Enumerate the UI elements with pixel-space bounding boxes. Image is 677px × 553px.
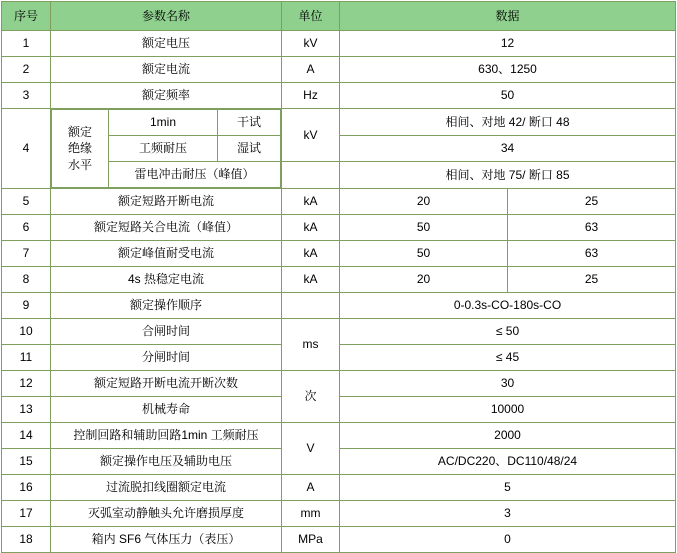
cell-data: 30 (340, 371, 676, 397)
cell-no: 11 (2, 345, 51, 371)
cell-name: 额定短路开断电流 (51, 189, 282, 215)
cell-no: 1 (2, 31, 51, 57)
insulation-level-label (52, 110, 109, 188)
cell-no: 3 (2, 83, 51, 109)
cell-no: 12 (2, 371, 51, 397)
cell-name: 额定电压 (51, 31, 282, 57)
cell-no: 16 (2, 475, 51, 501)
header-cell-no: 序号 (2, 2, 51, 31)
header-cell-name: 参数名称 (51, 2, 282, 31)
header-cell-unit: 单位 (282, 2, 340, 31)
cell-unit-insulation: kV (282, 109, 340, 162)
cell-data-split (340, 189, 676, 215)
cell-data-split (340, 267, 676, 293)
cell-no: 6 (2, 215, 51, 241)
cell-data-right: 63 (584, 246, 599, 261)
cell-data: 50 (340, 83, 676, 109)
cell-name: 额定操作顺序 (51, 293, 282, 319)
cell-data: ≤ 50 (340, 319, 676, 345)
cell-data-right: 25 (584, 272, 599, 287)
cell-data: AC/DC220、DC110/48/24 (340, 449, 676, 475)
table-row-group-insulation (2, 109, 676, 136)
cell-data-left: 50 (340, 215, 508, 240)
cell-data-left: 20 (340, 189, 508, 214)
cell-no: 5 (2, 189, 51, 215)
insulation-inner-table (51, 109, 281, 188)
cell-data-left: 50 (340, 241, 508, 266)
cell-no: 4 (2, 109, 51, 189)
cell-unit: ms (282, 319, 340, 371)
insulation-label-line1: 额定 (67, 125, 92, 140)
table-row (2, 527, 676, 553)
lightning-impulse-label: 雷电冲击耐压（峰值） (109, 162, 281, 188)
cell-name: 额定峰值耐受电流 (51, 241, 282, 267)
cell-unit: kA (282, 241, 340, 267)
cell-name: 额定电流 (51, 57, 282, 83)
cell-data: 0 (340, 527, 676, 553)
cell-name: 分闸时间 (51, 345, 282, 371)
cell-no: 9 (2, 293, 51, 319)
cell-unit: mm (282, 501, 340, 527)
cell-data-left: 20 (340, 267, 508, 292)
cell-no: 18 (2, 527, 51, 553)
cell-unit: A (282, 475, 340, 501)
cell-name: 合闸时间 (51, 319, 282, 345)
table-row (2, 189, 676, 215)
table-row (2, 267, 676, 293)
table-row (2, 475, 676, 501)
cell-unit: MPa (282, 527, 340, 553)
cell-name: 控制回路和辅助回路1min 工频耐压 (51, 423, 282, 449)
cell-no: 17 (2, 501, 51, 527)
cell-data: 5 (340, 475, 676, 501)
cell-unit: kA (282, 215, 340, 241)
cell-data: 0-0.3s-CO-180s-CO (340, 293, 676, 319)
cell-data: 630、1250 (340, 57, 676, 83)
cell-data-right: 63 (584, 220, 599, 235)
table-row (2, 501, 676, 527)
cell-no: 13 (2, 397, 51, 423)
table-row (2, 371, 676, 397)
cell-insulation-group (51, 109, 282, 189)
cell-name: 灭弧室动静触头允许磨损厚度 (51, 501, 282, 527)
cell-no: 10 (2, 319, 51, 345)
specification-table (1, 1, 676, 553)
cell-no: 7 (2, 241, 51, 267)
cell-data: 3 (340, 501, 676, 527)
cell-data: 10000 (340, 397, 676, 423)
table-body (2, 31, 676, 553)
cell-unit-impulse (282, 162, 340, 189)
cell-name: 机械寿命 (51, 397, 282, 423)
cell-unit: kA (282, 189, 340, 215)
power-freq-line1: 1min (109, 110, 218, 136)
cell-name: 额定短路关合电流（峰值） (51, 215, 282, 241)
table-row (2, 241, 676, 267)
cell-data: 2000 (340, 423, 676, 449)
table-row (2, 293, 676, 319)
header-row (2, 2, 676, 31)
table-row (2, 31, 676, 57)
table-row (2, 83, 676, 109)
table-row (2, 215, 676, 241)
table-row (2, 57, 676, 83)
cell-unit (282, 293, 340, 319)
cell-name: 额定短路开断电流开断次数 (51, 371, 282, 397)
cell-name: 额定频率 (51, 83, 282, 109)
cell-no: 14 (2, 423, 51, 449)
cell-data: 12 (340, 31, 676, 57)
cell-unit: A (282, 57, 340, 83)
cell-data-split (340, 215, 676, 241)
cell-data: ≤ 45 (340, 345, 676, 371)
cell-unit: V (282, 423, 340, 475)
cell-unit: kV (282, 31, 340, 57)
cell-no: 15 (2, 449, 51, 475)
power-freq-line2: 工频耐压 (109, 136, 218, 162)
cell-data-dry: 相间、对地 42/ 断口 48 (340, 109, 676, 136)
cell-name: 箱内 SF6 气体压力（表压） (51, 527, 282, 553)
cell-name: 额定操作电压及辅助电压 (51, 449, 282, 475)
header-cell-data: 数据 (340, 2, 676, 31)
dry-test-label: 干试 (218, 110, 281, 136)
cell-unit: kA (282, 267, 340, 293)
cell-no: 8 (2, 267, 51, 293)
insulation-label-line3: 水平 (67, 157, 92, 172)
cell-no: 2 (2, 57, 51, 83)
cell-name: 过流脱扣线圈额定电流 (51, 475, 282, 501)
cell-unit: Hz (282, 83, 340, 109)
table-row (2, 319, 676, 345)
cell-unit: 次 (282, 371, 340, 423)
table-row (2, 423, 676, 449)
table-header (2, 2, 676, 31)
cell-name: 4s 热稳定电流 (51, 267, 282, 293)
wet-test-label: 湿试 (218, 136, 281, 162)
cell-data-impulse: 相间、对地 75/ 断口 85 (340, 162, 676, 189)
cell-data-split (340, 241, 676, 267)
cell-data-right: 25 (584, 194, 599, 209)
insulation-label-line2: 绝缘 (67, 141, 92, 156)
cell-data-wet: 34 (340, 135, 676, 162)
